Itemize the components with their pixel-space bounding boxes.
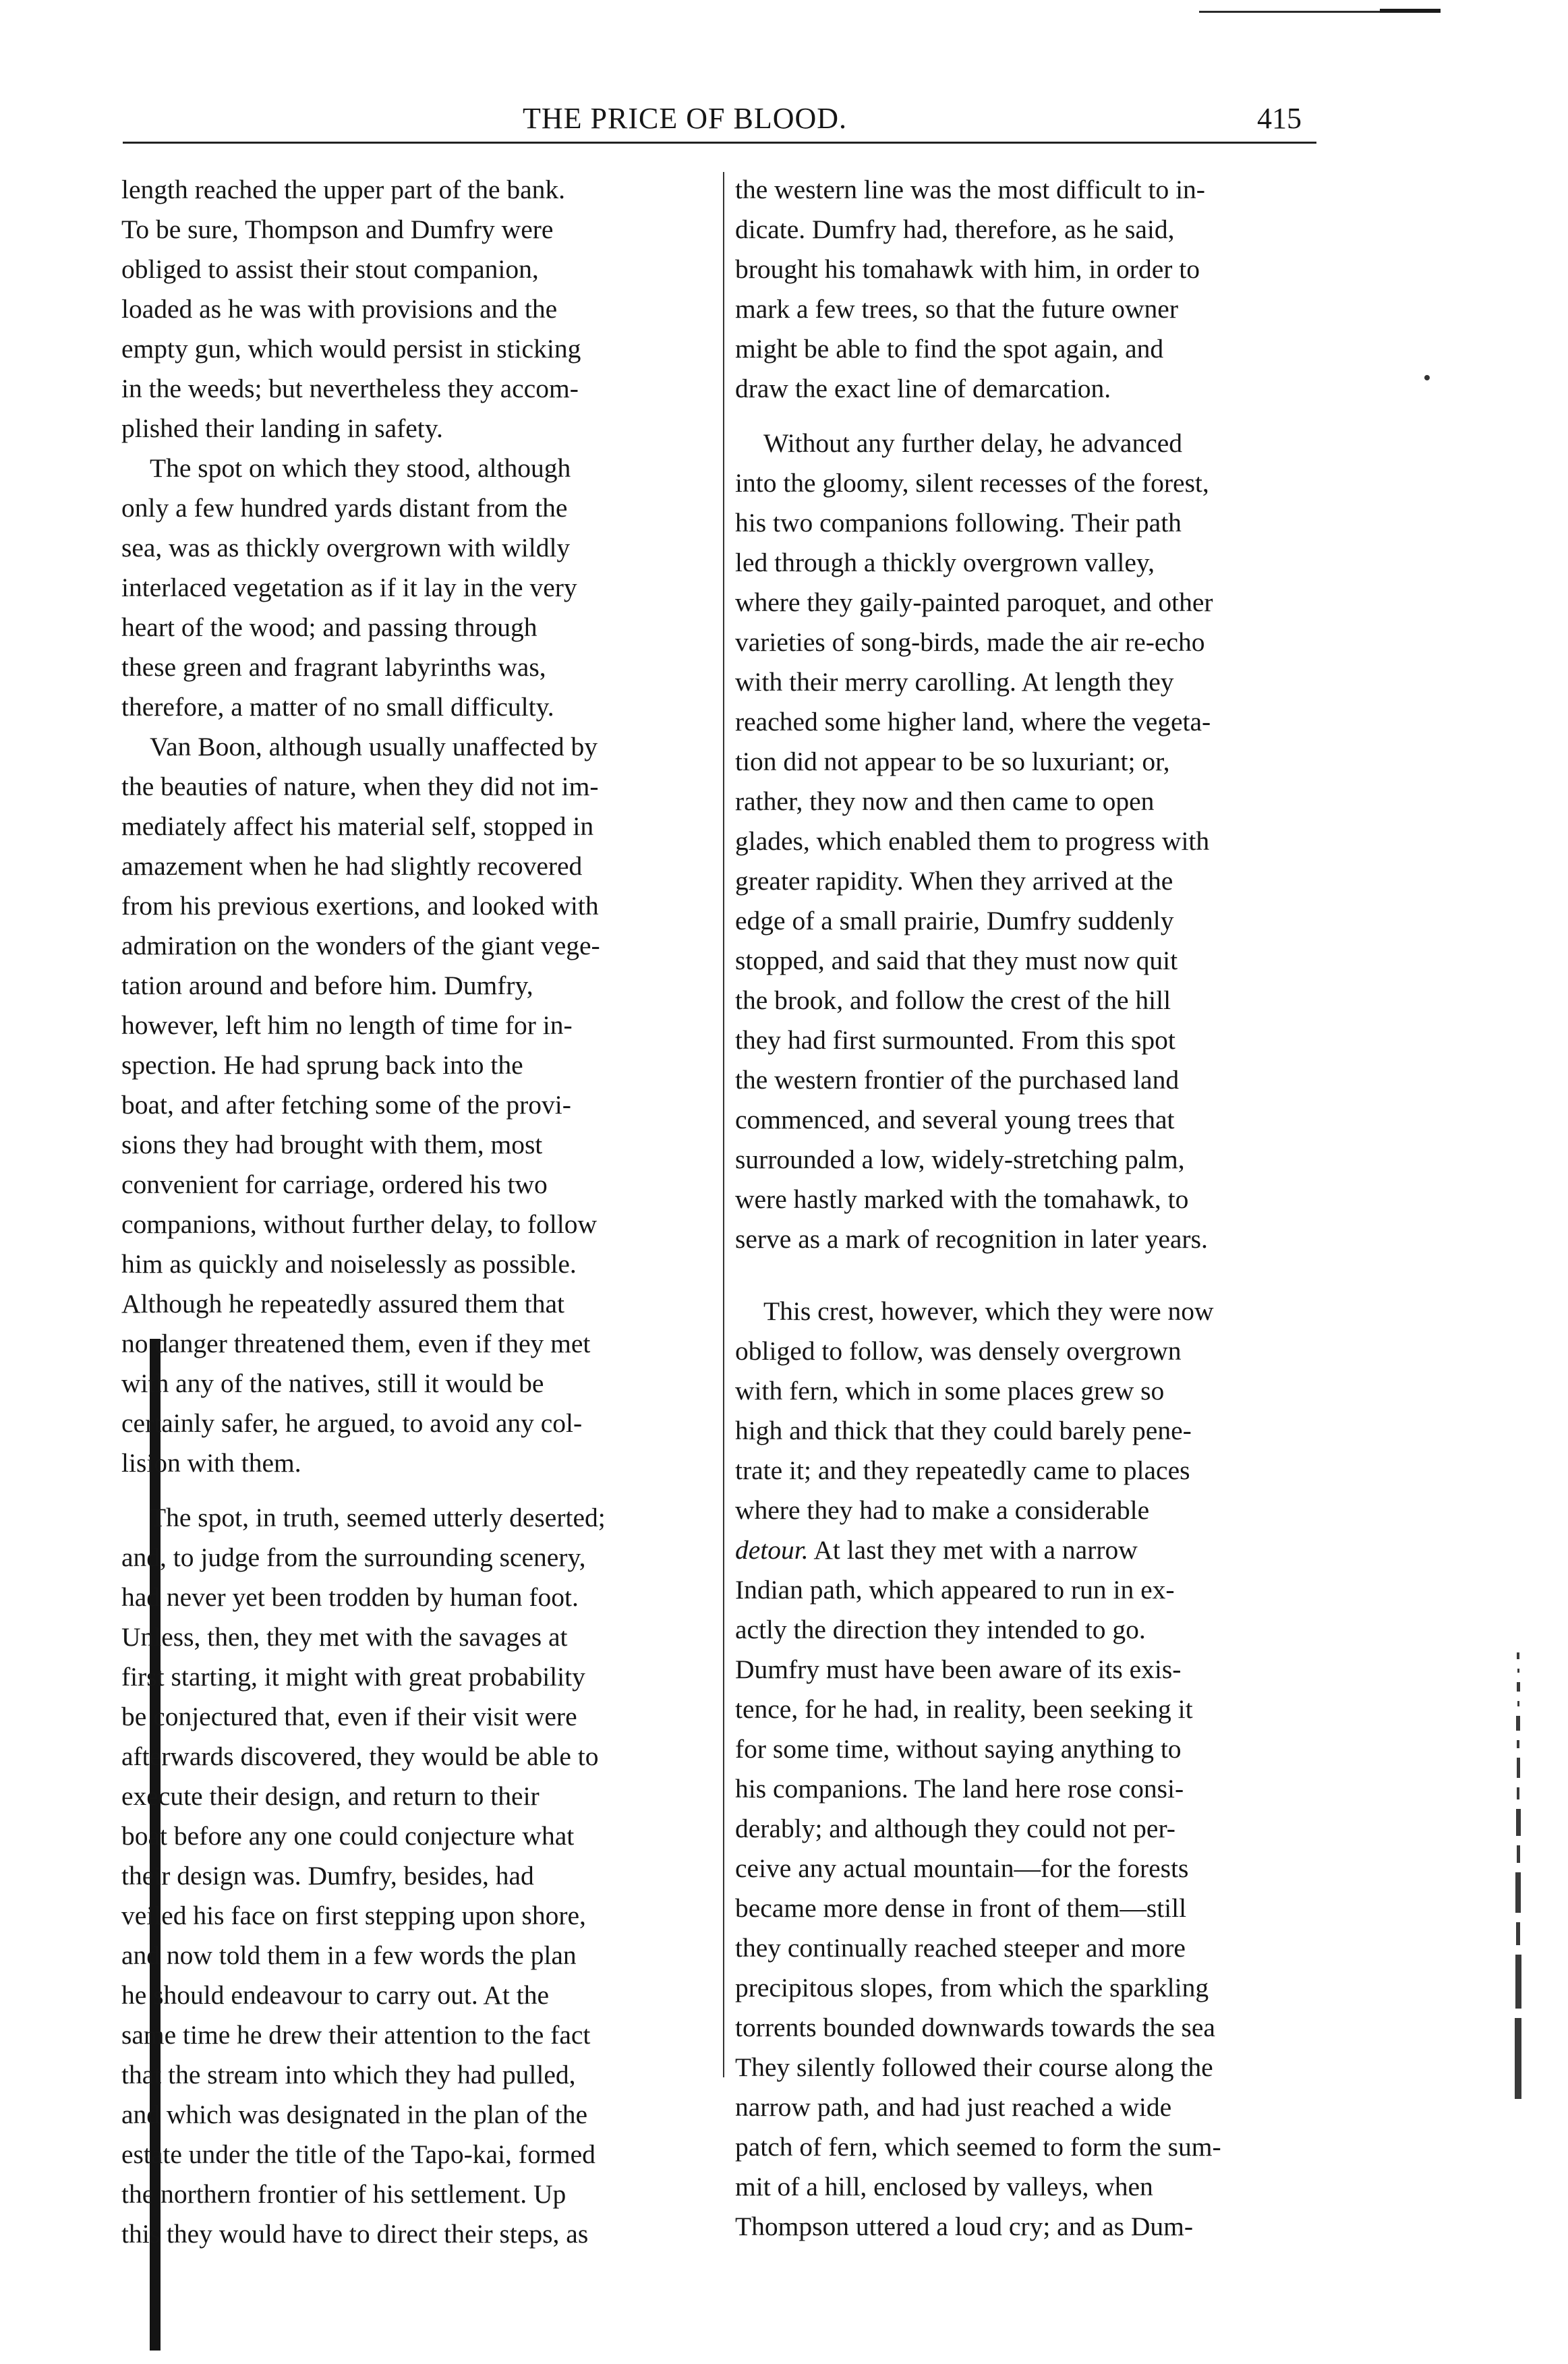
left-column: [121, 170, 709, 2254]
paragraph: [735, 170, 1323, 409]
text-line: and which was designated in the plan of the: [121, 2100, 588, 2129]
text-line: same time he drew their attention to the fact: [121, 2020, 591, 2050]
page-number: 415: [1257, 102, 1302, 135]
text-line: obliged to follow, was densely overgrown: [735, 1336, 1182, 1366]
text-line: led through a thickly overgrown valley,: [735, 548, 1155, 577]
text-line: sea, was as thickly overgrown with wildly: [121, 533, 571, 563]
text-line: patch of fern, which seemed to form the sum-: [735, 2132, 1221, 2162]
text-line: be conjectured that, even if their visit were: [121, 1702, 577, 1731]
text-line: execute their design, and return to their: [121, 1781, 540, 1811]
text-line: trate it; and they repeatedly came to places: [735, 1455, 1190, 1485]
text-line: however, left him no length of time for in-: [121, 1010, 573, 1040]
text-line: reached some higher land, where the vegeta-: [735, 707, 1211, 737]
text-line: the western line was the most difficult to in-: [735, 175, 1205, 204]
text-line: where they had to make a considerable: [735, 1495, 1150, 1525]
text-line: dicate. Dumfry had, therefore, as he said,: [735, 214, 1175, 244]
text-line: edge of a small prairie, Dumfry suddenly: [735, 906, 1174, 935]
text-line: the western frontier of the purchased land: [735, 1065, 1180, 1095]
text-line: spection. He had sprung back into the: [121, 1050, 523, 1080]
text-line: him as quickly and noiselessly as possible.: [121, 1249, 577, 1279]
text-line: length reached the upper part of the bank.: [121, 175, 566, 204]
paragraph: [121, 727, 709, 1483]
text-line: lision with them.: [121, 1448, 301, 1478]
text-line: serve as a mark of recognition in later years.: [735, 1224, 1208, 1254]
text-line: were hastly marked with the tomahawk, to: [735, 1184, 1189, 1214]
text-line: Dumfry must have been aware of its exis-: [735, 1654, 1182, 1684]
text-line: therefore, a matter of no small difficulty.: [121, 692, 554, 722]
paragraph: [121, 170, 709, 449]
text-line: This crest, however, which they were now: [763, 1296, 1214, 1326]
text-line: draw the exact line of demarcation.: [735, 374, 1111, 403]
top-edge-rule: [1199, 11, 1441, 13]
text-line: with any of the natives, still it would be: [121, 1368, 544, 1398]
text-line: tence, for he had, in reality, been seeking it: [735, 1694, 1193, 1724]
scan-edge-artifact: [1511, 1652, 1526, 2354]
text-line: mit of a hill, enclosed by valleys, when: [735, 2172, 1153, 2201]
paragraph: [735, 424, 1323, 1259]
text-line: his companions. The land here rose consi-: [735, 1774, 1184, 1804]
text-line: veiled his face on first stepping upon shore,: [121, 1901, 586, 1930]
right-column: [735, 170, 1323, 2247]
text-line: the northern frontier of his settlement. Up: [121, 2179, 567, 2209]
text-line: and now told them in a few words the plan: [121, 1940, 577, 1970]
text-line: with their merry carolling. At length they: [735, 667, 1174, 697]
paragraph: [121, 449, 709, 727]
text-line: Indian path, which appeared to run in ex-: [735, 1575, 1175, 1605]
text-line: ceive any actual mountain—for the forests: [735, 1853, 1189, 1883]
text-line: with fern, which in some places grew so: [735, 1376, 1165, 1406]
text-line: The spot, in truth, seemed utterly deserted;: [150, 1503, 606, 1532]
paragraph: [735, 1292, 1323, 2247]
text-line: afterwards discovered, they would be able to: [121, 1741, 599, 1771]
italic-word: detour.: [735, 1535, 809, 1565]
text-line: boat, and after fetching some of the provi-: [121, 1090, 571, 1120]
text-line: rather, they now and then came to open: [735, 786, 1155, 816]
text-line: sions they had brought with them, most: [121, 1130, 543, 1159]
text-line: narrow path, and had just reached a wide: [735, 2092, 1172, 2122]
text-line: tion did not appear to be so luxuriant; or,: [735, 747, 1170, 776]
text-line: loaded as he was with provisions and the: [121, 294, 558, 324]
text-line: mediately affect his material self, stopped in: [121, 811, 594, 841]
running-head: THE PRICE OF BLOOD.: [523, 102, 848, 135]
text-line: into the gloomy, silent recesses of the forest,: [735, 468, 1209, 498]
text-line: torrents bounded downwards towards the sea: [735, 2013, 1215, 2042]
text-line: for some time, without saying anything to: [735, 1734, 1182, 1764]
text-line: companions, without further delay, to follow: [121, 1209, 598, 1239]
text-line: from his previous exertions, and looked with: [121, 891, 599, 921]
text-line: they had first surmounted. From this spot: [735, 1025, 1175, 1055]
text-line: and, to judge from the surrounding scenery,: [121, 1543, 586, 1572]
paragraph: [121, 1498, 709, 2254]
text-line: surrounded a low, widely-stretching palm,: [735, 1145, 1185, 1174]
text-line: might be able to find the spot again, and: [735, 334, 1164, 364]
text-line: estate under the title of the Tapo-kai, formed: [121, 2139, 596, 2169]
text-line: these green and fragrant labyrinths was,: [121, 652, 546, 682]
header-rule: [123, 142, 1316, 144]
text-line: derably; and although they could not per-: [735, 1814, 1175, 1843]
text-line: glades, which enabled them to progress with: [735, 826, 1210, 856]
text-line: amazement when he had slightly recovered: [121, 851, 583, 881]
text-line: that the stream into which they had pulled,: [121, 2060, 576, 2089]
text-line: To be sure, Thompson and Dumfry were: [121, 214, 554, 244]
text-line: The spot on which they stood, although: [150, 453, 571, 483]
text-line: varieties of song-birds, made the air re-echo: [735, 627, 1205, 657]
text-line: he should endeavour to carry out. At the: [121, 1980, 550, 2010]
text-line: obliged to assist their stout companion,: [121, 254, 539, 284]
text-line: boat before any one could conjecture what: [121, 1821, 575, 1851]
text-line: interlaced vegetation as if it lay in the very: [121, 573, 577, 602]
text-line: the beauties of nature, when they did not im-: [121, 772, 599, 801]
text-line: Without any further delay, he advanced: [763, 428, 1183, 458]
text-line: actly the direction they intended to go.: [735, 1615, 1146, 1644]
text-line: in the weeds; but nevertheless they accom-: [121, 374, 579, 403]
text-line: detour. At last they met with a narrow: [735, 1535, 1138, 1565]
column-divider: [723, 172, 724, 2077]
text-line: where they gaily-painted paroquet, and other: [735, 587, 1213, 617]
text-line: no danger threatened them, even if they met: [121, 1329, 591, 1358]
text-line: mark a few trees, so that the future owner: [735, 294, 1178, 324]
text-line: empty gun, which would persist in sticking: [121, 334, 581, 364]
text-line: heart of the wood; and passing through: [121, 612, 538, 642]
text-line: certainly safer, he argued, to avoid any col-: [121, 1408, 583, 1438]
text-line: commenced, and several young trees that: [735, 1105, 1175, 1134]
text-line: their design was. Dumfry, besides, had: [121, 1861, 534, 1891]
text-line: admiration on the wonders of the giant vege-: [121, 931, 600, 960]
text-line: high and thick that they could barely pene-: [735, 1416, 1192, 1445]
text-line: They silently followed their course along the: [735, 2052, 1213, 2082]
text-line: Van Boon, although usually unaffected by: [150, 732, 598, 761]
text-line: they continually reached steeper and more: [735, 1933, 1186, 1963]
ink-speck: [1424, 375, 1430, 380]
text-line: plished their landing in safety.: [121, 413, 443, 443]
text-line: only a few hundred yards distant from the: [121, 493, 568, 523]
text-line: had never yet been trodden by human foot.: [121, 1582, 579, 1612]
text-line: first starting, it might with great probability: [121, 1662, 585, 1692]
text-line: the brook, and follow the crest of the hill: [735, 985, 1171, 1015]
text-line: convenient for carriage, ordered his two: [121, 1170, 548, 1199]
text-line: Although he repeatedly assured them that: [121, 1289, 565, 1319]
text-line: this they would have to direct their steps, as: [121, 2219, 589, 2249]
text-line: became more dense in front of them—still: [735, 1893, 1187, 1923]
text-line: his two companions following. Their path: [735, 508, 1182, 538]
text-line: stopped, and said that they must now quit: [735, 946, 1178, 975]
text-line: Unless, then, they met with the savages at: [121, 1622, 568, 1652]
text-line: brought his tomahawk with him, in order to: [735, 254, 1200, 284]
text-line: greater rapidity. When they arrived at the: [735, 866, 1173, 896]
text-line: tation around and before him. Dumfry,: [121, 971, 533, 1000]
text-line: Thompson uttered a loud cry; and as Dum-: [735, 2212, 1194, 2241]
text-line: precipitous slopes, from which the sparkling: [735, 1973, 1209, 2002]
